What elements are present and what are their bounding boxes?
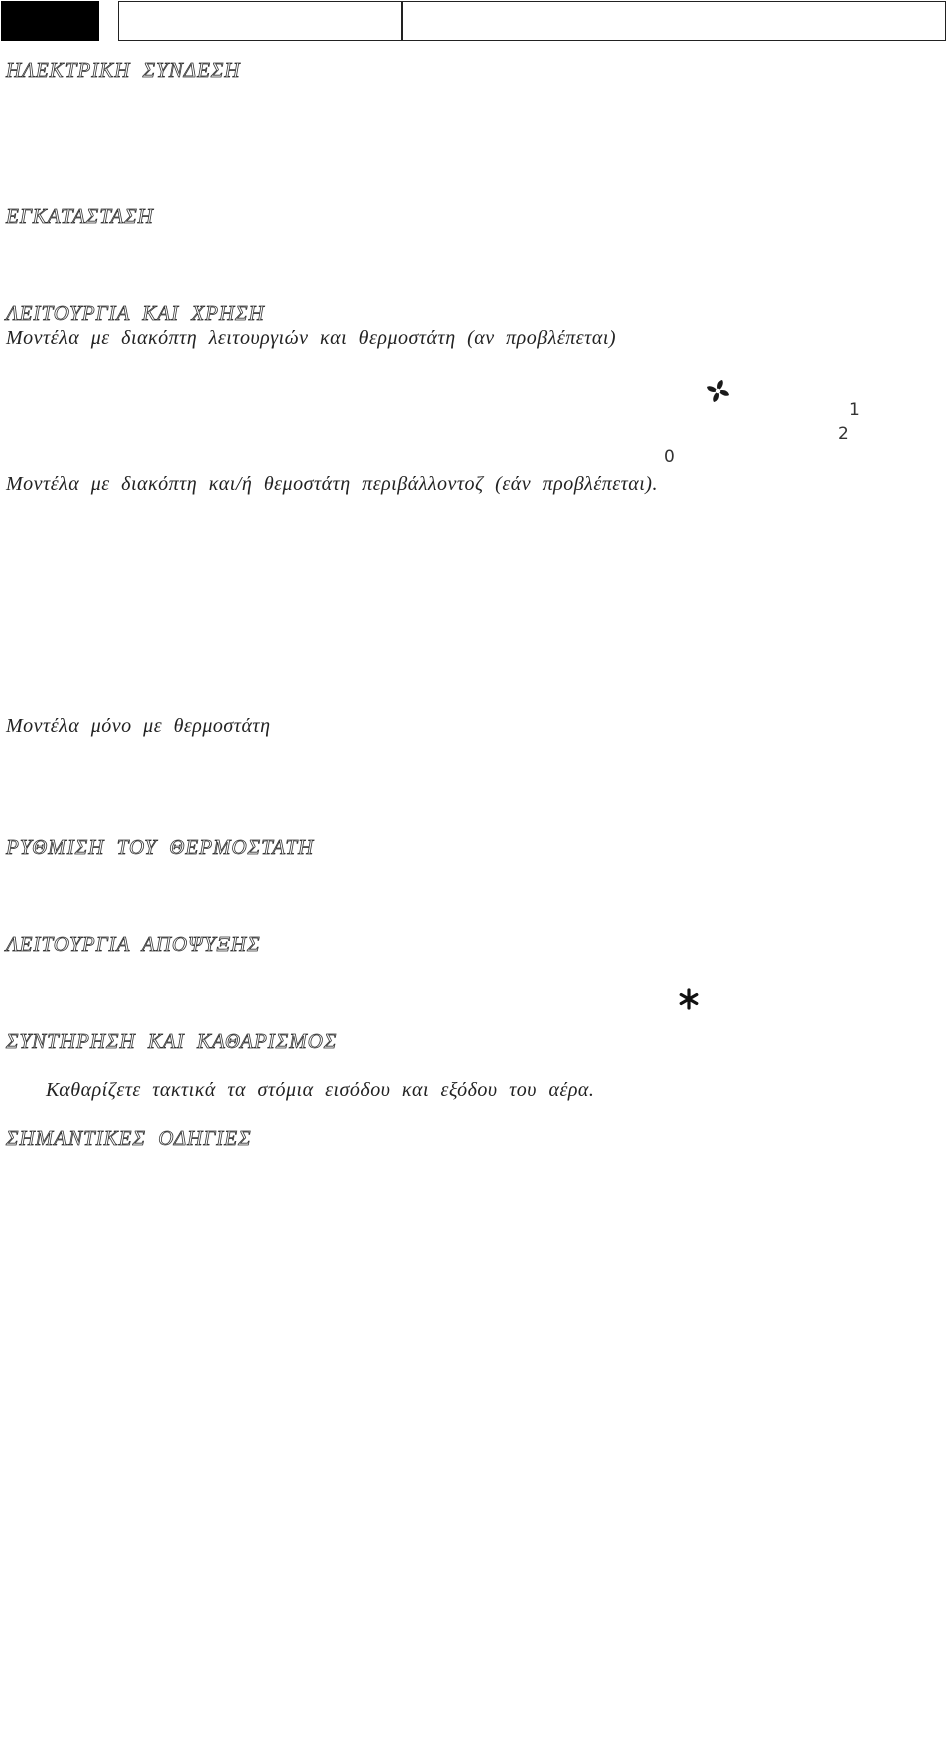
heading-electrical-connection: ΗΛΕΚΤΡΙΚΗ ΣΥΝΔΕΣΗ [6, 58, 241, 82]
heading-important-instructions: ΣΗΜΑΝΤΙΚΕΣ ΟΔΗΓΙΕΣ [6, 1126, 252, 1150]
paragraph-models-switch-room-thermostat: Μοντέλα με διακόπτη και/ή θεμοστάτη περιβάλλοντοζ (εάν προβλέπεται). [6, 473, 658, 495]
snowflake-icon [678, 988, 700, 1010]
heading-antifreeze-operation: ΛΕΙΤΟΥΡΓΙΑ ΑΠΟΨΥΞΗΣ [6, 932, 261, 956]
switch-position-0: 0 [664, 447, 675, 467]
header-divider [401, 1, 403, 41]
heading-maintenance-cleaning: ΣΥΝΤΗΡΗΣΗ ΚΑΙ ΚΑΘΑΡΙΣΜΟΣ [6, 1029, 338, 1053]
paragraph-cleaning: Καθαρίζετε τακτικά τα στόμια εισόδου και εξόδου του αέρα. [46, 1079, 595, 1101]
heading-operation-use: ΛΕΙΤΟΥΡΓΙΑ ΚΑΙ ΧΡΗΣΗ [6, 301, 265, 325]
fan-icon [705, 378, 731, 404]
heading-installation: ΕΓΚΑΤΑΣΤΑΣΗ [6, 204, 154, 228]
switch-position-2: 2 [838, 424, 849, 444]
paragraph-models-switch-thermostat: Μοντέλα με διακόπτη λειτουργιών και θερμοστάτη (αν προβλέπεται) [6, 327, 617, 349]
header-box [118, 1, 946, 41]
heading-thermostat-setting: ΡΥΘΜΙΣΗ ΤΟΥ ΘΕΡΜΟΣΤΑΤΗ [6, 835, 315, 859]
switch-position-1: 1 [849, 400, 860, 420]
header-black-block [1, 1, 99, 41]
paragraph-models-thermostat-only: Μοντέλα μόνο με θερμοστάτη [6, 715, 271, 737]
